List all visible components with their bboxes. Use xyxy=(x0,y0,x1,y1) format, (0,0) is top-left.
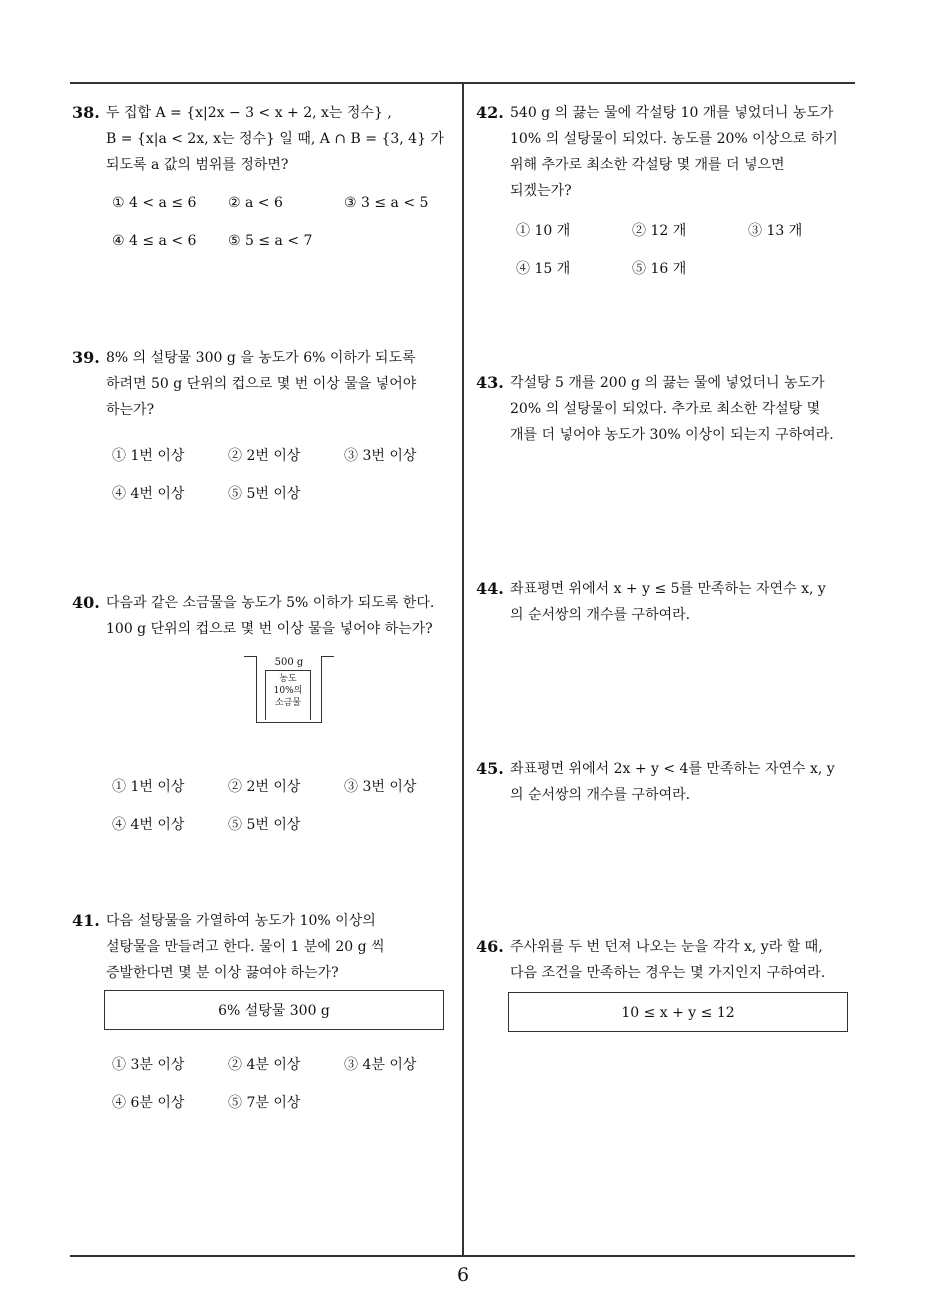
choice-3[interactable]: ③ 3 ≤ a < 5 xyxy=(344,195,429,211)
question-number: 44. xyxy=(476,579,504,598)
choice-4[interactable]: ④ 4번 이상 xyxy=(112,486,185,502)
condition-box: 10 ≤ x + y ≤ 12 xyxy=(508,992,848,1032)
question-number: 41. xyxy=(72,911,100,930)
question-text: 10% 의 설탕물이 되었다. 농도를 20% 이상으로 하기 xyxy=(510,131,838,147)
choice-5[interactable]: ⑤ 16 개 xyxy=(632,261,687,277)
question-text: 개를 더 넣어야 농도가 30% 이상이 되는지 구하여라. xyxy=(510,427,834,443)
question-text: 8% 의 설탕물 300 g 을 농도가 6% 이하가 되도록 xyxy=(106,350,416,366)
question-number: 39. xyxy=(72,348,100,367)
choice-list xyxy=(112,190,457,270)
question-number: 45. xyxy=(476,759,504,778)
question-45 xyxy=(476,756,861,808)
solution-label-line: 소금물 xyxy=(274,698,302,708)
question-text: 좌표평면 위에서 2x + y < 4를 만족하는 자연수 x, y xyxy=(510,761,835,777)
choice-4[interactable]: ④ 4 ≤ a < 6 xyxy=(112,233,197,249)
question-text: 주사위를 두 번 던져 나오는 눈을 각각 x, y라 할 때, xyxy=(510,939,823,955)
question-number: 42. xyxy=(476,103,504,122)
question-text: 증발한다면 몇 분 이상 끓여야 하는가? xyxy=(106,965,339,981)
question-number: 38. xyxy=(72,103,100,122)
choice-1[interactable]: ① 1번 이상 xyxy=(112,779,185,795)
question-text: 의 순서쌍의 개수를 구하여라. xyxy=(510,607,691,623)
question-42 xyxy=(476,100,861,298)
choice-3[interactable]: ③ 3번 이상 xyxy=(344,448,417,464)
beaker-cup xyxy=(256,656,322,723)
question-text: 하려면 50 g 단위의 컵으로 몇 번 이상 물을 넣어야 xyxy=(106,376,417,392)
question-text: 100 g 단위의 컵으로 몇 번 이상 물을 넣어야 하는가? xyxy=(106,621,433,637)
beaker-diagram xyxy=(244,656,334,736)
question-38 xyxy=(72,100,457,270)
question-text: 되도록 a 값의 범위를 정하면? xyxy=(106,157,289,173)
condition-box: 6% 설탕물 300 g xyxy=(104,990,444,1030)
choice-1[interactable]: ① 1번 이상 xyxy=(112,448,185,464)
choice-1[interactable]: ① 3분 이상 xyxy=(112,1057,185,1073)
column-divider xyxy=(462,82,464,1257)
question-text: 540 g 의 끓는 물에 각설탕 10 개를 넣었더니 농도가 xyxy=(510,105,834,121)
choice-3[interactable]: ③ 3번 이상 xyxy=(344,779,417,795)
beaker-lip-right xyxy=(322,656,334,657)
choice-5[interactable]: ⑤ 7분 이상 xyxy=(228,1095,301,1111)
question-text: 설탕물을 만들려고 한다. 물이 1 분에 20 g 씩 xyxy=(106,939,385,955)
question-text: 20% 의 설탕물이 되었다. 추가로 최소한 각설탕 몇 xyxy=(510,401,821,417)
question-number: 46. xyxy=(476,937,504,956)
choice-list xyxy=(516,218,861,298)
question-43 xyxy=(476,370,861,448)
choice-4[interactable]: ④ 6분 이상 xyxy=(112,1095,185,1111)
choice-5[interactable]: ⑤ 5번 이상 xyxy=(228,817,301,833)
choice-1[interactable]: ① 4 < a ≤ 6 xyxy=(112,195,197,211)
question-40 xyxy=(72,590,457,854)
question-44 xyxy=(476,576,861,628)
question-text: 다음과 같은 소금물을 농도가 5% 이하가 되도록 한다. xyxy=(106,595,435,611)
question-text: B = {x|a < 2x, x는 정수} 일 때, A ∩ B = {3, 4} 가 xyxy=(106,131,444,147)
question-text: 다음 설탕물을 가열하여 농도가 10% 이상의 xyxy=(106,913,376,929)
question-text: 하는가? xyxy=(106,402,155,418)
choice-4[interactable]: ④ 15 개 xyxy=(516,261,571,277)
question-text: 다음 조건을 만족하는 경우는 몇 가지인지 구하여라. xyxy=(510,965,826,981)
question-text: 좌표평면 위에서 x + y ≤ 5를 만족하는 자연수 x, y xyxy=(510,581,826,597)
choice-2[interactable]: ② 2번 이상 xyxy=(228,779,301,795)
question-text: 위해 추가로 최소한 각설탕 몇 개를 더 넣으면 xyxy=(510,157,785,173)
choice-1[interactable]: ① 10 개 xyxy=(516,223,571,239)
question-text: 되겠는가? xyxy=(510,183,572,199)
question-39 xyxy=(72,345,457,523)
question-46 xyxy=(476,934,861,1032)
choice-list xyxy=(112,774,457,854)
choice-2[interactable]: ② a < 6 xyxy=(228,195,283,211)
choice-5[interactable]: ⑤ 5번 이상 xyxy=(228,486,301,502)
choice-2[interactable]: ② 2번 이상 xyxy=(228,448,301,464)
question-number: 43. xyxy=(476,373,504,392)
choice-2[interactable]: ② 4분 이상 xyxy=(228,1057,301,1073)
question-number: 40. xyxy=(72,593,100,612)
question-text: 두 집합 A = {x|2x − 3 < x + 2, x는 정수} , xyxy=(106,105,392,121)
solution-label xyxy=(265,670,311,720)
solution-label-line: 농도 xyxy=(279,674,297,684)
question-text: 의 순서쌍의 개수를 구하여라. xyxy=(510,787,691,803)
beaker-lip-left xyxy=(244,656,256,657)
page-number: 6 xyxy=(456,1264,470,1286)
question-41 xyxy=(72,908,457,1132)
solution-label-line: 10%의 xyxy=(273,686,303,696)
choice-5[interactable]: ⑤ 5 ≤ a < 7 xyxy=(228,233,313,249)
choice-list xyxy=(112,443,457,523)
choice-3[interactable]: ③ 13 개 xyxy=(748,223,803,239)
choice-list xyxy=(112,1052,457,1132)
question-text: 각설탕 5 개를 200 g 의 끓는 물에 넣었더니 농도가 xyxy=(510,375,825,391)
choice-3[interactable]: ③ 4분 이상 xyxy=(344,1057,417,1073)
choice-2[interactable]: ② 12 개 xyxy=(632,223,687,239)
choice-4[interactable]: ④ 4번 이상 xyxy=(112,817,185,833)
beaker-capacity-label: 500 g xyxy=(274,657,304,668)
bottom-rule xyxy=(70,1255,855,1257)
